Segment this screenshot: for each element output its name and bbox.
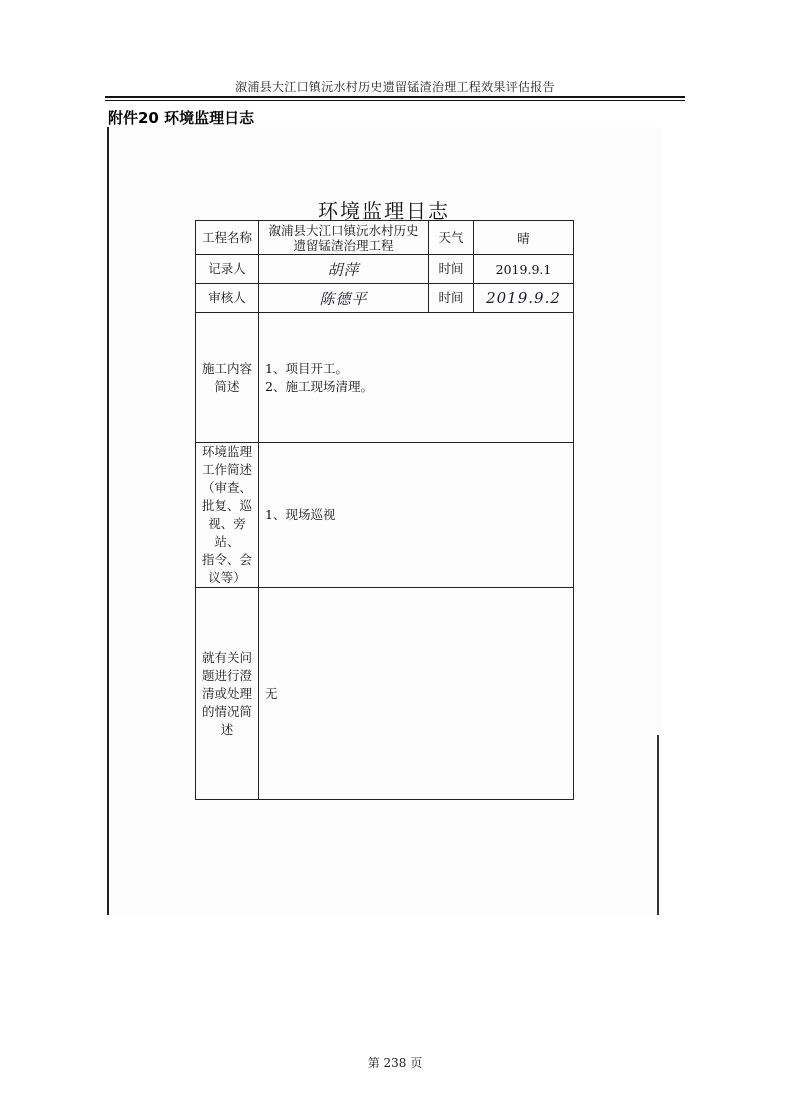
recorder-label: 记录人 <box>196 255 259 284</box>
supervision-label-line: 指令、会 <box>201 552 252 567</box>
supervision-label <box>196 443 259 588</box>
construction-row <box>196 313 574 443</box>
supervision-label-line: 批复、巡 <box>201 498 252 513</box>
supervision-label-line: 工作简述 <box>201 462 252 477</box>
weather-label: 天气 <box>429 221 474 255</box>
header-rule-thin <box>105 100 685 101</box>
page-number: 第 238 页 <box>367 1056 423 1070</box>
supervision-label-line: （审查、 <box>201 480 252 495</box>
supervision-content <box>259 443 574 588</box>
report-header-title: 溆浦县大江口镇沅水村历史遗留锰渣治理工程效果评估报告 <box>235 80 555 94</box>
issues-label-line: 清或处理 <box>201 685 252 701</box>
construction-label <box>196 313 259 443</box>
issues-label-line: 的情况简 <box>201 703 252 719</box>
construction-item: 2、施工现场清理。 <box>265 378 373 394</box>
project-name-line2: 遗留锰渣治理工程 <box>293 237 394 253</box>
reviewer-row <box>196 284 574 313</box>
issues-label-line: 题进行澄 <box>201 667 252 683</box>
log-title: 环境监理日志 <box>318 199 450 223</box>
supervision-row <box>196 443 574 588</box>
recorder-row <box>196 255 574 284</box>
recorder-signature: 胡萍 <box>259 255 429 284</box>
header-rule <box>105 96 685 98</box>
issues-label <box>196 588 259 800</box>
construction-item: 1、项目开工。 <box>265 360 348 376</box>
supervision-log-table <box>195 220 574 800</box>
issues-label-line: 述 <box>220 721 234 737</box>
reviewer-label: 审核人 <box>196 284 259 313</box>
construction-content <box>259 313 574 443</box>
supervision-label-line: 视、旁站、 <box>208 516 246 549</box>
recorder-time-label: 时间 <box>429 255 474 284</box>
construction-label-line2: 简述 <box>214 378 240 394</box>
issues-row <box>196 588 574 800</box>
reviewer-time-label: 时间 <box>429 284 474 313</box>
project-name-value <box>259 221 429 255</box>
supervision-label-line: 议等） <box>208 570 246 585</box>
attachment-title: 附件20 环境监理日志 <box>108 109 255 127</box>
scan-edge <box>657 735 659 915</box>
supervision-label-line: 环境监理 <box>201 444 252 459</box>
weather-value: 晴 <box>474 221 574 255</box>
reviewer-time-value: 2019.9.2 <box>474 284 574 313</box>
project-name-line1: 溆浦县大江口镇沅水村历史 <box>268 222 419 238</box>
reviewer-signature: 陈德平 <box>259 284 429 313</box>
construction-label-line1: 施工内容 <box>201 360 252 376</box>
supervision-item: 1、现场巡视 <box>265 507 336 522</box>
issues-label-line: 就有关问 <box>201 649 252 665</box>
project-name-label: 工程名称 <box>196 221 259 255</box>
issues-content: 无 <box>259 588 574 800</box>
recorder-time-value: 2019.9.1 <box>474 255 574 284</box>
project-row <box>196 221 574 255</box>
